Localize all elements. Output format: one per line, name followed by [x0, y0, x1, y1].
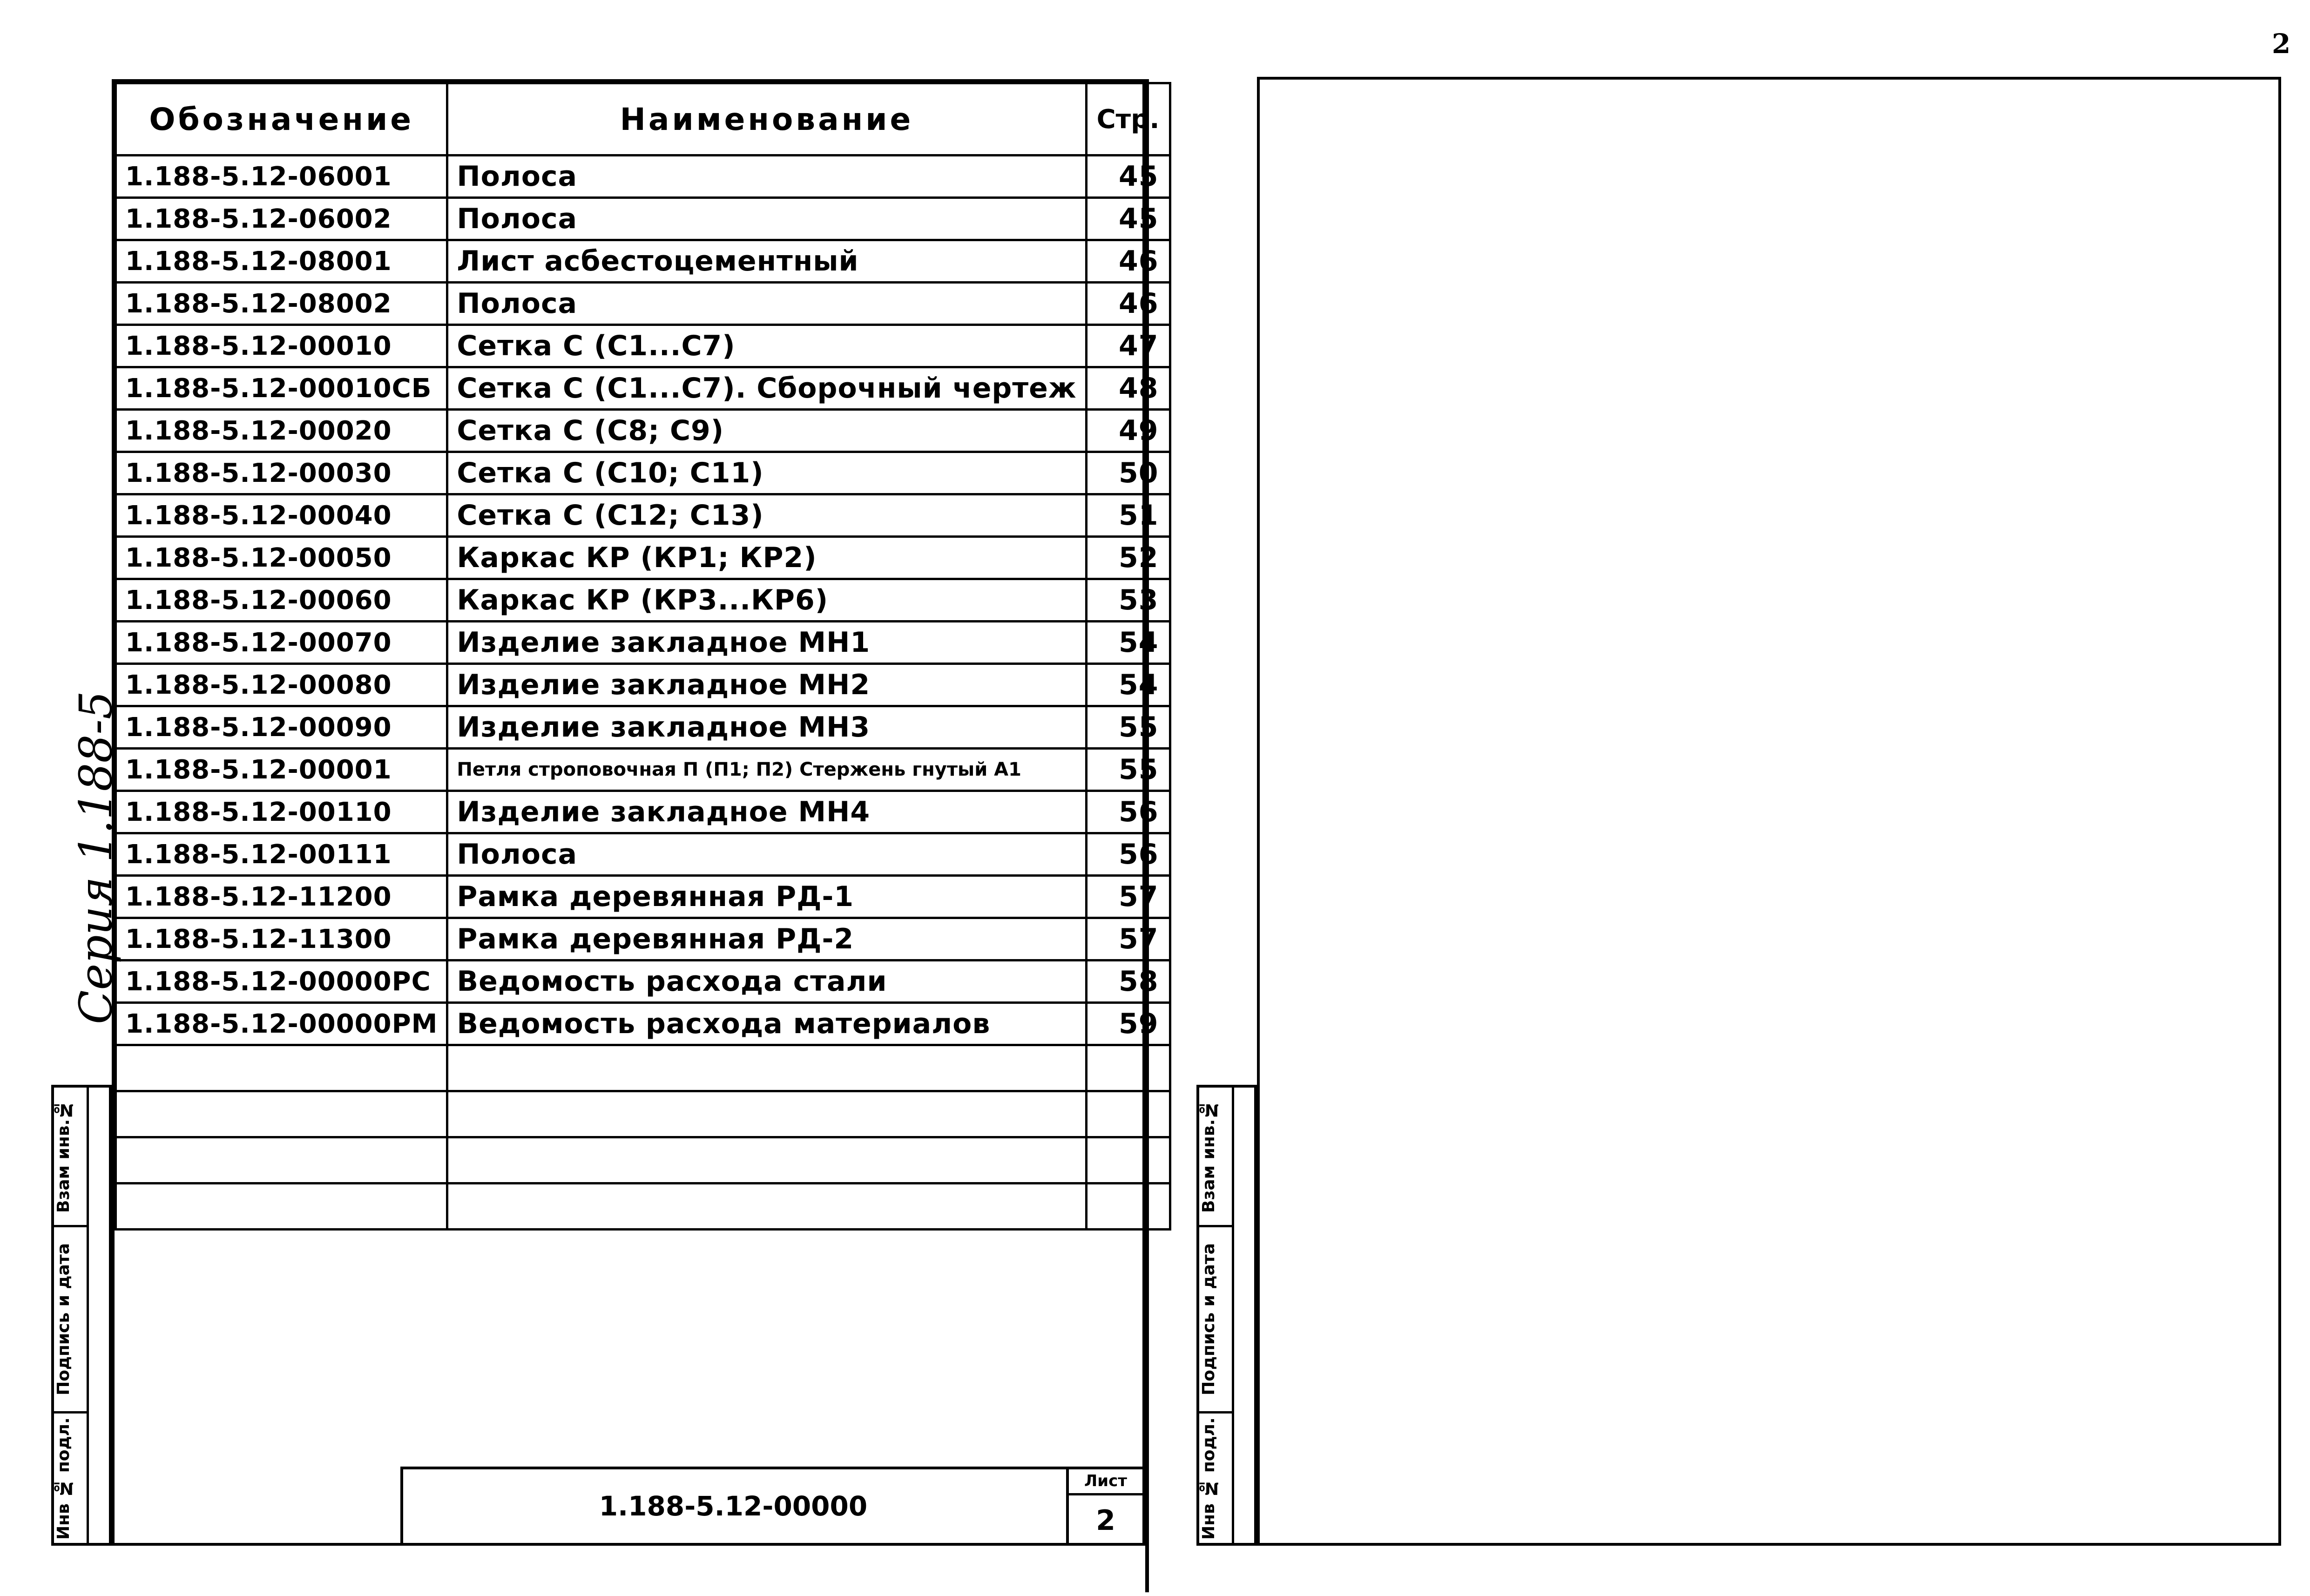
row-name: Сетка С (С12; С13) — [447, 494, 1086, 537]
side-inv-label: Инв № подл. — [54, 1417, 73, 1540]
row-name: Каркас КР (КР3...КР6) — [447, 579, 1086, 622]
right-sheet-frame — [1257, 77, 2281, 1546]
row-name: Изделие закладное МН3 — [447, 706, 1086, 749]
row-code: 1.188-5.12-11200 — [116, 876, 447, 918]
row-page: 55 — [1086, 706, 1170, 749]
sheet-number: 2 — [1096, 1504, 1115, 1537]
row-page: 45 — [1086, 156, 1170, 198]
row-page: 55 — [1086, 749, 1170, 791]
side-podpis-label-right: Подпись и дата — [1199, 1243, 1218, 1395]
row-name: Ведомость расхода стали — [447, 960, 1086, 1003]
empty-cell — [116, 1091, 447, 1137]
table-row — [116, 325, 1170, 367]
left-side-block — [51, 1085, 112, 1546]
row-name: Сетка С (С10; С11) — [447, 452, 1086, 494]
table-row — [116, 876, 1170, 918]
row-name: Полоса — [447, 283, 1086, 325]
row-code: 1.188-5.12-00000РМ — [116, 1003, 447, 1045]
side-vzam-cell — [54, 1088, 87, 1227]
series-text: Серия 1.188-5 — [70, 691, 122, 1024]
table-row-empty — [116, 1137, 1170, 1183]
row-code: 1.188-5.12-00010СБ — [116, 367, 447, 410]
row-page: 50 — [1086, 452, 1170, 494]
row-code: 1.188-5.12-00040 — [116, 494, 447, 537]
table-row — [116, 918, 1170, 960]
side-divider-right — [1232, 1088, 1234, 1544]
contents-table — [115, 82, 1171, 1231]
row-code: 1.188-5.12-00050 — [116, 537, 447, 579]
row-name: Сетка С (С1...С7) — [447, 325, 1086, 367]
empty-cell — [1086, 1183, 1170, 1230]
row-name: Лист асбестоцементный — [447, 240, 1086, 283]
table-row — [116, 1003, 1170, 1045]
table-row — [116, 156, 1170, 198]
table-row — [116, 283, 1170, 325]
table-row — [116, 494, 1170, 537]
row-code: 1.188-5.12-08002 — [116, 283, 447, 325]
row-name: Изделие закладное МН1 — [447, 622, 1086, 664]
table-row-empty — [116, 1045, 1170, 1091]
side-inv-label-right: Инв № подл. — [1199, 1417, 1218, 1540]
row-page: 58 — [1086, 960, 1170, 1003]
empty-cell — [116, 1183, 447, 1230]
row-name: Ведомость расхода материалов — [447, 1003, 1086, 1045]
table-row — [116, 367, 1170, 410]
series-handwritten — [70, 691, 130, 1024]
table-row — [116, 791, 1170, 833]
table-row — [116, 960, 1170, 1003]
empty-cell — [1086, 1045, 1170, 1091]
row-name: Сетка С (С1...С7). Сборочный чертеж — [447, 367, 1086, 410]
table-row — [116, 240, 1170, 283]
table-row — [116, 452, 1170, 494]
table-row — [116, 579, 1170, 622]
header-code: Обозначение — [116, 83, 447, 156]
row-page: 54 — [1086, 664, 1170, 706]
row-code: 1.188-5.12-00070 — [116, 622, 447, 664]
right-side-block — [1196, 1085, 1257, 1546]
row-code: 1.188-5.12-00010 — [116, 325, 447, 367]
row-page: 57 — [1086, 876, 1170, 918]
row-name: Рамка деревянная РД-1 — [447, 876, 1086, 918]
row-code: 1.188-5.12-00111 — [116, 833, 447, 876]
row-page: 45 — [1086, 198, 1170, 240]
side-vzam-label: Взам инв.№ — [54, 1100, 73, 1213]
row-code: 1.188-5.12-00110 — [116, 791, 447, 833]
table-row-empty — [116, 1091, 1170, 1137]
row-code: 1.188-5.12-08001 — [116, 240, 447, 283]
table-row — [116, 410, 1170, 452]
row-code: 1.188-5.12-11300 — [116, 918, 447, 960]
empty-cell — [447, 1137, 1086, 1183]
empty-cell — [447, 1183, 1086, 1230]
row-name: Полоса — [447, 833, 1086, 876]
row-page: 54 — [1086, 622, 1170, 664]
empty-cell — [116, 1137, 447, 1183]
row-page: 59 — [1086, 1003, 1170, 1045]
table-row — [116, 749, 1170, 791]
row-page: 56 — [1086, 833, 1170, 876]
row-name: Полоса — [447, 156, 1086, 198]
sheet-label: Лист — [1066, 1467, 1145, 1495]
row-name: Петля строповочная П (П1; П2) Стержень гнутый А1 — [447, 749, 1086, 791]
row-page: 46 — [1086, 240, 1170, 283]
row-code: 1.188-5.12-00080 — [116, 664, 447, 706]
table-row — [116, 537, 1170, 579]
table-row-empty — [116, 1183, 1170, 1230]
table-row — [116, 198, 1170, 240]
row-name: Рамка деревянная РД-2 — [447, 918, 1086, 960]
side-vzam-label-right: Взам инв.№ — [1199, 1100, 1218, 1213]
row-page: 57 — [1086, 918, 1170, 960]
side-divider — [87, 1088, 89, 1544]
row-code: 1.188-5.12-00030 — [116, 452, 447, 494]
row-code: 1.188-5.12-00060 — [116, 579, 447, 622]
row-page: 53 — [1086, 579, 1170, 622]
row-page: 56 — [1086, 791, 1170, 833]
page-number: 2 — [2272, 28, 2291, 60]
row-code: 1.188-5.12-06001 — [116, 156, 447, 198]
side-vzam-cell-right — [1199, 1088, 1232, 1227]
header-page: Стр. — [1086, 83, 1170, 156]
row-name: Каркас КР (КР1; КР2) — [447, 537, 1086, 579]
table-row — [116, 664, 1170, 706]
row-name: Сетка С (С8; С9) — [447, 410, 1086, 452]
row-page: 46 — [1086, 283, 1170, 325]
row-code: 1.188-5.12-06002 — [116, 198, 447, 240]
row-name: Изделие закладное МН2 — [447, 664, 1086, 706]
row-name: Изделие закладное МН4 — [447, 791, 1086, 833]
table-row — [116, 706, 1170, 749]
row-code: 1.188-5.12-00090 — [116, 706, 447, 749]
row-page: 52 — [1086, 537, 1170, 579]
row-page: 49 — [1086, 410, 1170, 452]
side-podpis-cell — [54, 1227, 87, 1413]
side-inv-cell-right — [1199, 1413, 1232, 1544]
empty-cell — [1086, 1137, 1170, 1183]
table-row — [116, 622, 1170, 664]
empty-cell — [447, 1045, 1086, 1091]
row-code: 1.188-5.12-00000РС — [116, 960, 447, 1003]
empty-cell — [447, 1091, 1086, 1137]
empty-cell — [1086, 1091, 1170, 1137]
table-row — [116, 833, 1170, 876]
header-name: Наименование — [447, 83, 1086, 156]
row-code: 1.188-5.12-00001 — [116, 749, 447, 791]
side-podpis-cell-right — [1199, 1227, 1232, 1413]
row-page: 47 — [1086, 325, 1170, 367]
side-inv-cell — [54, 1413, 87, 1544]
row-page: 48 — [1086, 367, 1170, 410]
row-code: 1.188-5.12-00020 — [116, 410, 447, 452]
row-page: 51 — [1086, 494, 1170, 537]
document-code: 1.188-5.12-00000 — [599, 1490, 868, 1522]
empty-cell — [116, 1045, 447, 1091]
side-podpis-label: Подпись и дата — [54, 1243, 73, 1395]
row-name: Полоса — [447, 198, 1086, 240]
